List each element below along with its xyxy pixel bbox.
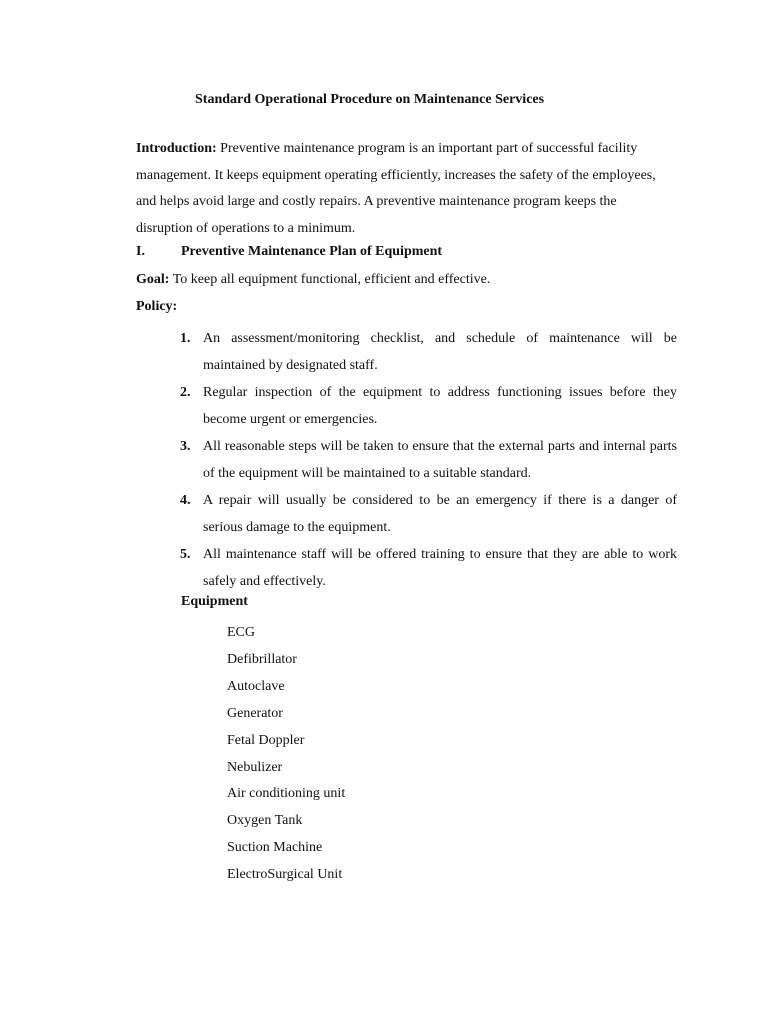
equipment-item: ECG xyxy=(227,625,255,640)
equipment-item: Fetal Doppler xyxy=(227,732,305,748)
goal-text: To keep all equipment functional, efficient and effective. xyxy=(172,272,491,287)
policy-item xyxy=(180,325,677,379)
policy-item-number: 5. xyxy=(180,547,191,562)
goal-line xyxy=(136,272,490,288)
policy-item-number: 1. xyxy=(180,331,191,346)
document-title: Standard Operational Procedure on Maintenance Services xyxy=(195,92,545,107)
policy-item-number: 4. xyxy=(180,493,191,508)
policy-item-text: A repair will usually be considered to be an emergency if there is a danger of serious damage to the equipment. xyxy=(203,493,677,535)
introduction-label: Introduction: xyxy=(136,141,217,156)
policy-item xyxy=(180,379,677,433)
equipment-heading: Equipment xyxy=(181,594,248,609)
equipment-item: Suction Machine xyxy=(227,840,323,856)
policy-item-number: 3. xyxy=(180,439,191,454)
policy-item xyxy=(180,487,677,541)
section-heading xyxy=(136,244,676,260)
policy-item-number: 2. xyxy=(180,385,191,400)
equipment-item: Autoclave xyxy=(227,678,285,694)
equipment-list xyxy=(227,620,345,889)
introduction-text: Preventive maintenance program is an important part of successful facility management. It keeps equipment operating efficiently, increases the safety of the employees, and helps avoid large and costly repairs. A preventive maintenance program keeps the disruption of operations to a minimum. xyxy=(136,141,656,236)
policy-label: Policy: xyxy=(136,299,178,314)
policy-item-text: All reasonable steps will be taken to ensure that the external parts and internal parts of the equipment will be maintained to a suitable standard. xyxy=(203,439,677,481)
policy-item-text: An assessment/monitoring checklist, and schedule of maintenance will be maintained by designated staff. xyxy=(203,331,677,373)
policy-item xyxy=(180,541,677,595)
equipment-item: Defibrillator xyxy=(227,651,297,667)
goal-label: Goal: xyxy=(136,272,170,287)
section-title: Preventive Maintenance Plan of Equipment xyxy=(181,244,443,259)
section-number: I. xyxy=(136,244,145,259)
policy-item-text: All maintenance staff will be offered training to ensure that they are able to work safely and effectively. xyxy=(203,547,677,589)
introduction-paragraph xyxy=(136,136,676,242)
equipment-item: Nebulizer xyxy=(227,759,283,775)
policy-item-text: Regular inspection of the equipment to address functioning issues before they become urgent or emergencies. xyxy=(203,385,677,427)
equipment-item: ElectroSurgical Unit xyxy=(227,867,343,883)
equipment-item: Oxygen Tank xyxy=(227,813,303,829)
equipment-item: Generator xyxy=(227,705,283,721)
equipment-item: Air conditioning unit xyxy=(227,786,346,802)
policy-list xyxy=(180,325,677,595)
policy-item xyxy=(180,433,677,487)
